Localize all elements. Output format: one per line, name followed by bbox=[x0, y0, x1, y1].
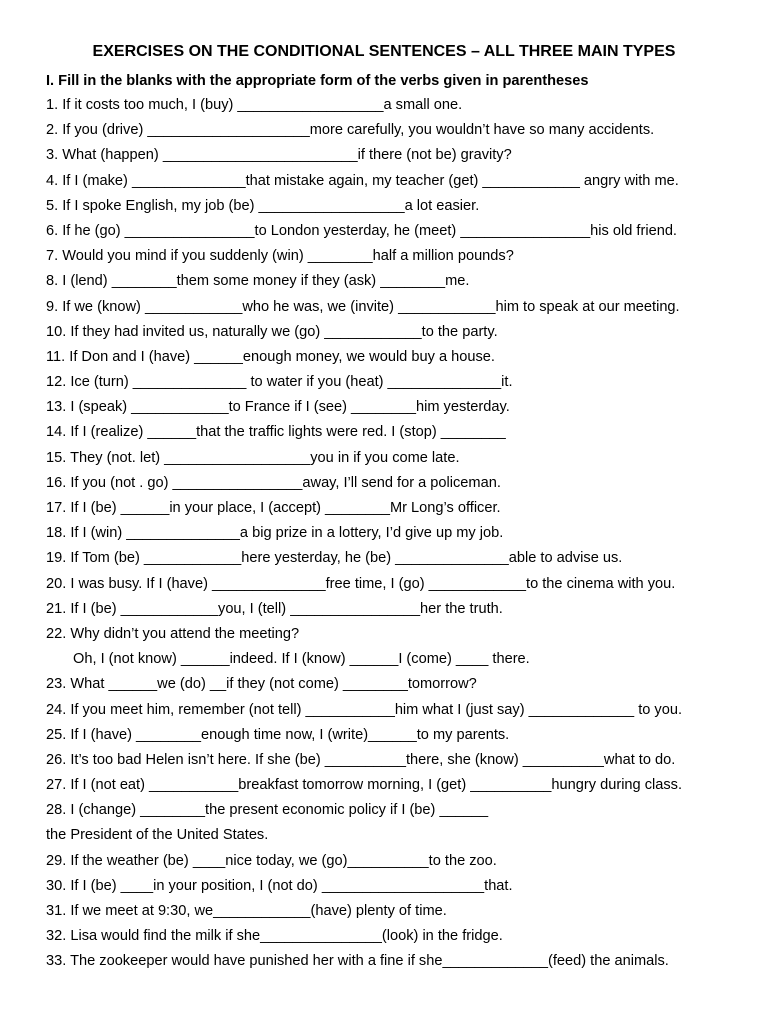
question-16: 16. If you (not . go) ________________away, I’ll send for a policeman. bbox=[46, 474, 501, 491]
question-4: 4. If I (make) ______________that mistake again, my teacher (get) ____________ angry with me. bbox=[46, 172, 679, 189]
question-25: 25. If I (have) ________enough time now, I (write)______to my parents. bbox=[46, 726, 510, 743]
question-22-answer-line: Oh, I (not know) ______indeed. If I (know) ______I (come) ____ there. bbox=[73, 651, 530, 668]
question-24: 24. If you meet him, remember (not tell) ___________him what I (just say) _____________ to you. bbox=[46, 701, 683, 718]
question-15: 15. They (not. let) __________________you in if you come late. bbox=[46, 449, 460, 466]
question-27: 27. If I (not eat) ___________breakfast tomorrow morning, I (get) __________hungry during class. bbox=[46, 777, 683, 794]
question-11: 11. If Don and I (have) ______enough money, we would buy a house. bbox=[46, 348, 495, 365]
question-18: 18. If I (win) ______________a big prize in a lottery, I’d give up my job. bbox=[46, 525, 504, 542]
question-7: 7. Would you mind if you suddenly (win) ________half a million pounds? bbox=[46, 248, 514, 265]
question-33: 33. The zookeeper would have punished her with a fine if she_____________(feed) the animals. bbox=[46, 953, 669, 970]
exercise-instruction: I. Fill in the blanks with the appropriate form of the verbs given in parentheses bbox=[46, 73, 589, 89]
question-3: 3. What (happen) ________________________if there (not be) gravity? bbox=[46, 147, 512, 164]
question-14: 14. If I (realize) ______that the traffic lights were red. I (stop) ________ bbox=[46, 424, 506, 441]
question-12: 12. Ice (turn) ______________ to water if you (heat) ______________it. bbox=[46, 374, 513, 391]
worksheet-title: EXERCISES ON THE CONDITIONAL SENTENCES – ALL THREE MAIN TYPES bbox=[92, 43, 676, 60]
question-10: 10. If they had invited us, naturally we (go) ____________to the party. bbox=[46, 323, 498, 340]
question-19: 19. If Tom (be) ____________here yesterday, he (be) ______________able to advise us. bbox=[46, 550, 623, 567]
question-26: 26. It’s too bad Helen isn’t here. If she (be) __________there, she (know) __________what to do. bbox=[46, 751, 676, 768]
question-17: 17. If I (be) ______in your place, I (accept) ________Mr Long’s officer. bbox=[46, 500, 501, 516]
question-6: 6. If he (go) ________________to London yesterday, he (meet) ________________his old friend. bbox=[46, 222, 677, 239]
question-30: 30. If I (be) ____in your position, I (not do) ____________________that. bbox=[46, 877, 513, 894]
question-31: 31. If we meet at 9:30, we____________(have) plenty of time. bbox=[46, 903, 447, 919]
question-20: 20. I was busy. If I (have) ______________free time, I (go) ____________to the cinema with you. bbox=[46, 575, 676, 592]
question-22: 22. Why didn’t you attend the meeting? bbox=[46, 625, 300, 642]
question-2: 2. If you (drive) ____________________more carefully, you wouldn’t have so many accidents. bbox=[46, 122, 655, 139]
question-29: 29. If the weather (be) ____nice today, we (go)__________to the zoo. bbox=[46, 852, 497, 869]
question-1: 1. If it costs too much, I (buy) __________________a small one. bbox=[46, 97, 463, 113]
question-28: 28. I (change) ________the present economic policy if I (be) ______ bbox=[46, 802, 489, 819]
question-5: 5. If I spoke English, my job (be) __________________a lot easier. bbox=[46, 197, 480, 214]
question-23: 23. What ______we (do) __if they (not come) ________tomorrow? bbox=[46, 676, 477, 693]
question-9: 9. If we (know) ____________who he was, we (invite) ____________him to speak at our meeting. bbox=[46, 298, 680, 315]
question-21: 21. If I (be) ____________you, I (tell) ________________her the truth. bbox=[46, 600, 503, 617]
question-8: 8. I (lend) ________them some money if they (ask) ________me. bbox=[46, 273, 470, 290]
question-32: 32. Lisa would find the milk if she_______________(look) in the fridge. bbox=[46, 928, 503, 945]
question-13: 13. I (speak) ____________to France if I (see) ________him yesterday. bbox=[46, 399, 510, 416]
question-list bbox=[46, 95, 746, 977]
question-28-continuation: the President of the United States. bbox=[46, 827, 269, 844]
